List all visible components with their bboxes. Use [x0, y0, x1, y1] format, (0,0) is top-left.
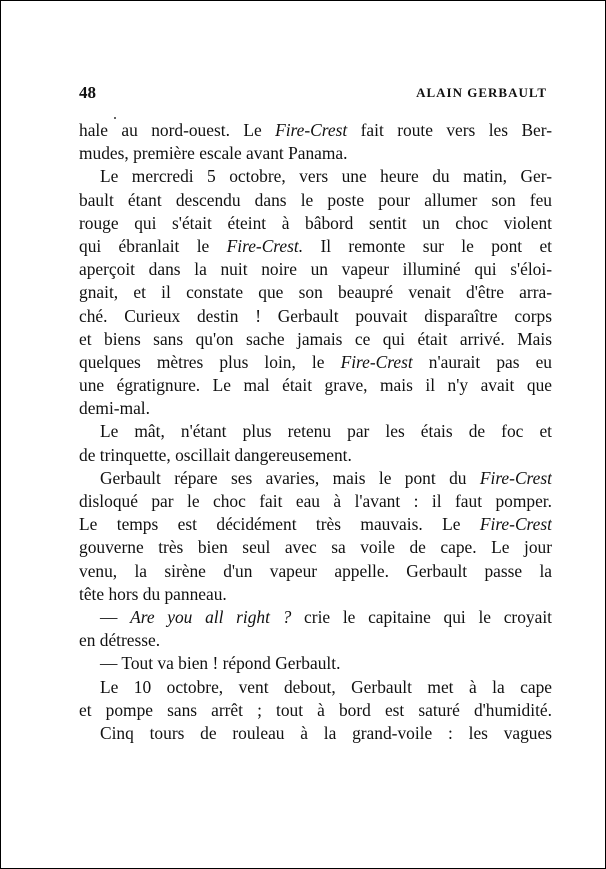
text-line: [79, 420, 552, 443]
text-run: —: [100, 606, 131, 627]
text-line: [79, 305, 552, 328]
text-run: disloqué par le choc fait eau à l'avant : il faut pomper.: [79, 491, 552, 511]
text-run: gouverne très bien seul avec sa voile de cape. Le jour: [79, 537, 552, 558]
text-line: [79, 281, 552, 304]
text-line: [79, 397, 552, 420]
text-line: [79, 536, 552, 559]
text-run: n'aurait pas eu: [412, 351, 552, 372]
text-run: rouge qui s'était éteint à bâbord sentit un choc violent: [79, 212, 552, 233]
text-line: [79, 490, 552, 513]
text-run: quelques mètres plus loin, le: [79, 351, 341, 372]
text-run: aperçoit dans la nuit noire un vapeur illuminé qui s'éloi-: [79, 259, 552, 280]
text-line: [79, 560, 552, 583]
text-run: — Tout va bien ! répond Gerbault.: [100, 653, 341, 674]
text-line: [79, 165, 552, 188]
text-run: Le mercredi 5 octobre, vers une heure du matin, Ger-: [100, 166, 552, 187]
text-line: [79, 258, 552, 281]
text-line: [79, 722, 552, 745]
text-line: [79, 676, 552, 699]
italic-text: Are you all right ?: [130, 606, 292, 627]
italic-text: Fire-Crest: [275, 120, 348, 140]
text-run: et pompe sans arrêt ; tout à bord est saturé d'humidité.: [79, 699, 552, 720]
text-line: [79, 189, 552, 212]
running-head: ALAIN GERBAULT: [416, 85, 547, 100]
text-line: [79, 444, 552, 467]
text-run: gnait, et il constate que son beaupré venait d'être arra-: [79, 282, 552, 303]
text-run: bault étant descendu dans le poste pour allumer son feu: [79, 189, 552, 210]
text-run: en détresse.: [79, 630, 161, 651]
body-text: [79, 119, 552, 745]
text-line: [79, 328, 552, 351]
text-run: ché. Curieux destin ! Gerbault pouvait disparaître corps: [79, 305, 552, 326]
italic-text: Fire-Crest: [479, 467, 552, 488]
italic-text: Fire-Crest.: [226, 235, 304, 256]
text-run: mudes, première escale avant Panama.: [79, 143, 348, 164]
italic-text: Fire-Crest: [340, 351, 413, 372]
text-run: et biens sans qu'on sache jamais ce qui était arrivé. Mais: [79, 328, 552, 349]
text-run: Le temps est décidément très mauvais. Le: [79, 514, 480, 535]
text-run: qui ébranlait le: [79, 235, 227, 256]
text-line: [79, 629, 552, 652]
text-run: crie le capitaine qui le croyait: [291, 606, 552, 627]
page-number: 48: [79, 83, 96, 102]
text-line: [79, 351, 552, 374]
italic-text: Fire-Crest: [479, 514, 552, 535]
text-line: [79, 513, 552, 536]
text-run: hale au nord-ouest. Le: [79, 120, 276, 140]
text-line: [79, 374, 552, 397]
text-line: [79, 583, 552, 606]
text-run: demi-mal.: [79, 398, 150, 419]
text-run: une égratignure. Le mal était grave, mais il n'y avait que: [79, 375, 552, 396]
text-run: Cinq tours de rouleau à la grand-voile : les vagues: [100, 722, 552, 743]
text-run: tête hors du panneau.: [79, 583, 227, 604]
text-run: Le 10 octobre, vent debout, Gerbault met à la cape: [100, 676, 552, 697]
text-line: [79, 606, 552, 629]
text-run: Le mât, n'étant plus retenu par les étais de foc et: [100, 421, 552, 442]
text-line: [79, 652, 552, 675]
text-run: fait route vers les Ber-: [347, 120, 552, 140]
page-header: [79, 83, 547, 103]
text-line: [79, 212, 552, 235]
text-line: [79, 467, 552, 490]
text-line: [79, 699, 552, 722]
text-line: [79, 235, 552, 258]
text-run: venu, la sirène d'un vapeur appelle. Gerbault passe la: [79, 560, 552, 581]
text-run: Il remonte sur le pont et: [303, 235, 552, 256]
text-line: [79, 142, 552, 165]
text-run: de trinquette, oscillait dangereusement.: [79, 444, 352, 465]
text-line: [79, 119, 552, 142]
text-run: Gerbault répare ses avaries, mais le pont du: [100, 467, 480, 488]
